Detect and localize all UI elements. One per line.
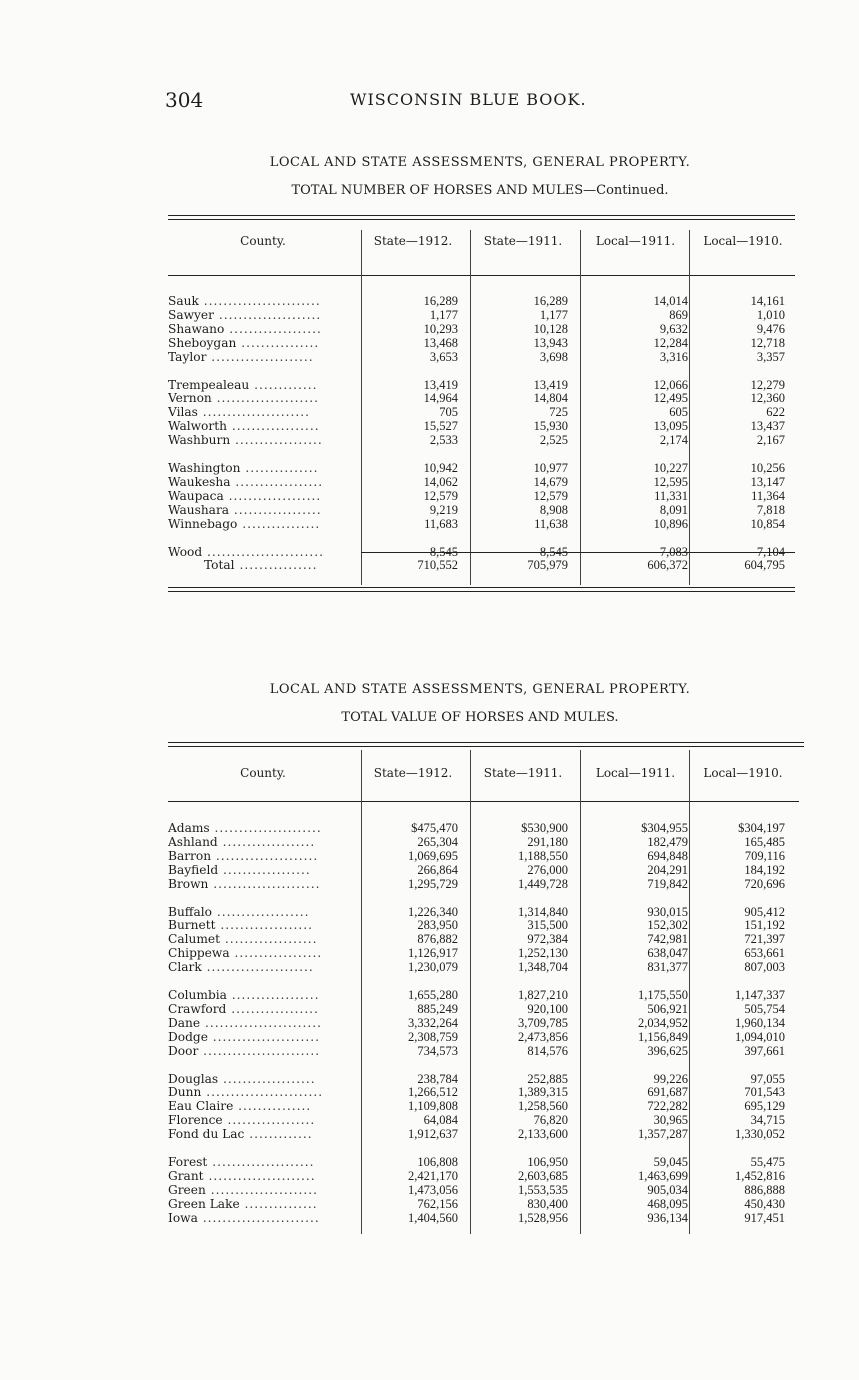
cell-state-1911: $530,900 (521, 821, 568, 835)
cell-local-1911: 12,284 (653, 335, 688, 350)
county-name: Waukesha .................. (168, 474, 324, 489)
table1-col-local-1911: Local—1911. (595, 234, 676, 248)
cell-local-1911: 7,083 (659, 544, 688, 559)
table1-col-county: County. (240, 234, 286, 248)
table2-col-local-1911: Local—1911. (595, 766, 676, 780)
county-name: Clark ...................... (168, 960, 314, 975)
cell-state-1912: 762,156 (417, 1196, 458, 1211)
cell-local-1911: 930,015 (647, 904, 688, 919)
cell-local-1910: 165,485 (744, 834, 785, 849)
table-row (168, 1197, 798, 1211)
cell-state-1912: 10,942 (423, 461, 458, 475)
table-row (168, 960, 798, 974)
cell-local-1910: 11,364 (751, 488, 785, 503)
county-name: Trempealeau ............. (168, 377, 318, 392)
cell-state-1911: 2,603,685 (518, 1168, 568, 1183)
cell-local-1911: 638,047 (647, 946, 688, 961)
county-name: Walworth .................. (168, 419, 320, 434)
cell-local-1911: 2,034,952 (638, 1015, 688, 1030)
table-row (168, 905, 798, 919)
county-name: Dunn ........................ (168, 1085, 324, 1100)
cell-local-1911: 831,377 (647, 960, 688, 975)
table-row (168, 1002, 798, 1016)
cell-state-1912: 2,533 (429, 433, 458, 448)
cell-local-1910: 505,754 (744, 1001, 785, 1016)
table-row (168, 475, 798, 489)
cell-state-1911: 14,679 (533, 474, 568, 489)
county-name: Green ...................... (168, 1182, 318, 1197)
cell-state-1912: 2,421,170 (408, 1168, 458, 1183)
table-row (168, 1211, 798, 1225)
table-row (168, 308, 798, 322)
cell-local-1910: 1,960,134 (735, 1015, 785, 1030)
county-name: Burnett ................... (168, 918, 313, 933)
cell-local-1910: 917,451 (744, 1210, 785, 1225)
cell-state-1911: 315,500 (527, 918, 568, 933)
county-name: Brown ...................... (168, 876, 321, 891)
table1-top-rule (168, 215, 795, 220)
cell-state-1911: 3,709,785 (518, 1015, 568, 1030)
table1-col-state-1912: State—1912. (373, 234, 453, 248)
county-name: Chippewa .................. (168, 946, 323, 961)
cell-state-1912: 1,473,056 (408, 1182, 458, 1197)
running-title: WISCONSIN BLUE BOOK. (350, 90, 587, 109)
cell-local-1911: 99,226 (653, 1071, 688, 1086)
cell-local-1911: 2,174 (659, 433, 688, 448)
cell-local-1910: 10,854 (750, 516, 785, 531)
cell-state-1912: 1,109,808 (408, 1099, 458, 1114)
cell-state-1912: 64,084 (423, 1113, 458, 1128)
cell-local-1910: 12,360 (750, 391, 785, 406)
cell-local-1911: 12,495 (653, 391, 688, 406)
cell-state-1912: 8,545 (429, 544, 458, 559)
cell-local-1911: $304,955 (641, 821, 688, 835)
cell-local-1910: $304,197 (738, 821, 785, 835)
cell-local-1910: 34,715 (750, 1113, 785, 1128)
table-row (168, 391, 798, 405)
cell-local-1910: 1,330,052 (735, 1127, 785, 1142)
cell-local-1911: 1,156,849 (638, 1029, 688, 1044)
table2-subtitle: TOTAL VALUE OF HORSES AND MULES. (341, 710, 619, 725)
cell-state-1911: 1,528,956 (518, 1210, 568, 1225)
cell-state-1912: 1,295,729 (408, 876, 458, 891)
cell-local-1911: 13,095 (653, 419, 688, 434)
table-row (168, 1169, 798, 1183)
county-name: Crawford .................. (168, 1001, 319, 1016)
cell-local-1911: 694,848 (647, 848, 688, 863)
cell-local-1910: 1,010 (756, 307, 785, 322)
cell-state-1911: 10,128 (533, 321, 568, 336)
table-row (168, 835, 798, 849)
table-row (168, 932, 798, 946)
cell-local-1911: 12,595 (653, 474, 688, 489)
table-row (168, 294, 798, 308)
cell-local-1910: 709,116 (744, 848, 785, 863)
cell-local-1910: 701,543 (744, 1085, 785, 1100)
table2 (168, 748, 804, 1238)
cell-local-1910: 397,661 (744, 1043, 785, 1058)
cell-state-1912: 1,126,917 (408, 946, 458, 961)
cell-local-1910: 151,192 (744, 918, 785, 933)
cell-state-1912: 1,177 (429, 307, 458, 322)
table1-title: LOCAL AND STATE ASSESSMENTS, GENERAL PROPERTY. (269, 155, 691, 170)
cell-state-1912: 16,289 (423, 294, 458, 308)
cell-local-1910: 97,055 (750, 1071, 785, 1086)
cell-state-1911: 106,950 (527, 1155, 568, 1169)
table-row (168, 461, 798, 475)
county-name: Calumet ................... (168, 932, 318, 947)
cell-local-1911: 869 (669, 307, 688, 322)
page-number: 304 (165, 88, 204, 112)
cell-state-1912: 238,784 (417, 1071, 458, 1086)
table-row (168, 946, 798, 960)
cell-state-1911: 1,314,840 (518, 904, 568, 919)
cell-state-1912: 1,069,695 (408, 848, 458, 863)
table2-col-county: County. (240, 766, 286, 780)
cell-local-1911: 10,227 (653, 461, 688, 475)
county-name: Dodge ...................... (168, 1029, 321, 1044)
cell-local-1911: 691,687 (647, 1085, 688, 1100)
cell-state-1912: 10,293 (423, 321, 458, 336)
cell-state-1911: 10,977 (533, 461, 568, 475)
county-name: Vernon ..................... (168, 391, 319, 406)
cell-state-1911: 2,473,856 (518, 1029, 568, 1044)
cell-state-1911: 830,400 (527, 1196, 568, 1211)
table-row (168, 419, 798, 433)
cell-state-1912: 266,864 (417, 862, 458, 877)
cell-state-1911: 1,348,704 (518, 960, 568, 975)
county-name: Forest ..................... (168, 1155, 315, 1169)
table-row (168, 1183, 798, 1197)
cell-state-1911: 725 (549, 405, 568, 420)
table-row (168, 517, 798, 531)
cell-local-1911: 905,034 (647, 1182, 688, 1197)
total-label: Total ................ (204, 558, 318, 572)
cell-state-1911: 252,885 (527, 1071, 568, 1086)
cell-state-1911: 14,804 (533, 391, 568, 406)
cell-local-1910: 450,430 (744, 1196, 785, 1211)
cell-state-1911: 3,698 (539, 349, 568, 364)
cell-state-1912: 885,249 (417, 1001, 458, 1016)
cell-state-1912: 3,332,264 (408, 1015, 458, 1030)
cell-state-1912: 2,308,759 (408, 1029, 458, 1044)
table-row (168, 849, 798, 863)
page-header (165, 88, 665, 114)
county-name: Sheboygan ................ (168, 335, 320, 350)
cell-state-1912: 734,573 (417, 1043, 458, 1058)
county-name: Sawyer ..................... (168, 307, 322, 322)
cell-local-1911: 59,045 (653, 1155, 688, 1169)
cell-local-1911: 1,175,550 (638, 988, 688, 1002)
county-name: Taylor ..................... (168, 349, 314, 364)
cell-state-1912: 1,655,280 (408, 988, 458, 1002)
table-row (168, 350, 798, 364)
cell-state-1911: 2,525 (539, 433, 568, 448)
county-name: Florence .................. (168, 1113, 316, 1128)
county-name: Fond du Lac ............. (168, 1127, 313, 1142)
table-row (168, 378, 798, 392)
table-row (168, 1113, 798, 1127)
cell-local-1910: 10,256 (750, 461, 785, 475)
cell-local-1910: 653,661 (744, 946, 785, 961)
cell-state-1912: 106,808 (417, 1155, 458, 1169)
county-name: Door ........................ (168, 1043, 321, 1058)
county-name: Columbia .................. (168, 988, 320, 1002)
cell-state-1911: 2,133,600 (518, 1127, 568, 1142)
cell-state-1911: 76,820 (533, 1113, 568, 1128)
county-name: Ashland ................... (168, 834, 316, 849)
table1-subtitle: TOTAL NUMBER OF HORSES AND MULES—Continued. (291, 183, 669, 198)
table-row (168, 1044, 798, 1058)
cell-local-1910: 184,192 (744, 862, 785, 877)
table-row (168, 405, 798, 419)
cell-local-1911: 11,331 (654, 488, 688, 503)
cell-state-1911: 1,389,315 (518, 1085, 568, 1100)
cell-state-1911: 1,177 (539, 307, 568, 322)
table-row (168, 1155, 798, 1169)
cell-state-1911: 1,827,210 (518, 988, 568, 1002)
table-row (168, 489, 798, 503)
cell-local-1910: 622 (766, 405, 785, 420)
cell-local-1910: 721,397 (744, 932, 785, 947)
county-name: Grant ...................... (168, 1168, 316, 1183)
cell-local-1911: 936,134 (647, 1210, 688, 1225)
cell-local-1911: 742,981 (647, 932, 688, 947)
table1-col-state-1911: State—1911. (483, 234, 563, 248)
cell-local-1910: 12,718 (750, 335, 785, 350)
cell-state-1912: 14,964 (423, 391, 458, 406)
county-name: Sauk ........................ (168, 294, 321, 308)
county-name: Winnebago ................ (168, 516, 321, 531)
table-row (168, 503, 798, 517)
cell-local-1910: 1,094,010 (735, 1029, 785, 1044)
cell-state-1912: 705 (439, 405, 458, 420)
cell-state-1911: 11,638 (534, 516, 568, 531)
cell-state-1912: 13,468 (423, 335, 458, 350)
cell-local-1911: 396,625 (647, 1043, 688, 1058)
cell-local-1910: 905,412 (744, 904, 785, 919)
table-row (168, 1099, 798, 1113)
cell-state-1911: 291,180 (527, 834, 568, 849)
cell-state-1911: 920,100 (527, 1001, 568, 1016)
county-name: Douglas ................... (168, 1071, 316, 1086)
cell-state-1912: 12,579 (423, 488, 458, 503)
table1-total-row (168, 558, 798, 572)
cell-state-1912: 1,230,079 (408, 960, 458, 975)
cell-local-1911: 1,357,287 (638, 1127, 688, 1142)
table1-bottom-rule (168, 587, 795, 592)
cell-local-1911: 468,095 (647, 1196, 688, 1211)
table1-header-rule (168, 275, 795, 276)
cell-local-1911: 719,842 (647, 876, 688, 891)
cell-local-1910: 12,279 (750, 377, 785, 392)
cell-state-1911: 276,000 (527, 862, 568, 877)
county-name: Iowa ........................ (168, 1210, 320, 1225)
county-name: Barron ..................... (168, 848, 319, 863)
county-name: Eau Claire ............... (168, 1099, 312, 1114)
cell-state-1912: 1,266,512 (408, 1085, 458, 1100)
cell-local-1911: 14,014 (653, 294, 688, 308)
table1-total-rule (361, 552, 795, 553)
cell-state-1912: 15,527 (423, 419, 458, 434)
total-local-1911: 606,372 (647, 558, 688, 572)
cell-state-1912: 11,683 (424, 516, 458, 531)
cell-local-1910: 14,161 (750, 294, 785, 308)
cell-local-1910: 3,357 (756, 349, 785, 364)
cell-state-1912: 283,950 (417, 918, 458, 933)
table-row (168, 877, 798, 891)
cell-state-1911: 1,258,560 (518, 1099, 568, 1114)
cell-state-1911: 16,289 (533, 294, 568, 308)
cell-state-1912: $475,470 (411, 821, 458, 835)
cell-state-1912: 14,062 (423, 474, 458, 489)
cell-local-1911: 12,066 (653, 377, 688, 392)
cell-local-1910: 7,104 (756, 544, 785, 559)
table-row (168, 336, 798, 350)
cell-state-1911: 1,553,535 (518, 1182, 568, 1197)
total-state-1912: 710,552 (417, 558, 458, 572)
table-row (168, 1085, 798, 1099)
cell-state-1912: 1,912,637 (408, 1127, 458, 1142)
cell-local-1911: 10,896 (653, 516, 688, 531)
table-row (168, 918, 798, 932)
table1-col-local-1910: Local—1910. (703, 234, 783, 248)
cell-state-1911: 1,252,130 (518, 946, 568, 961)
table-row (168, 322, 798, 336)
cell-local-1910: 886,888 (744, 1182, 785, 1197)
cell-state-1912: 9,219 (429, 502, 458, 517)
table-row (168, 1072, 798, 1086)
cell-state-1912: 876,882 (417, 932, 458, 947)
table2-col-state-1912: State—1912. (373, 766, 453, 780)
table-row (168, 821, 798, 835)
table-row (168, 863, 798, 877)
county-name: Vilas ...................... (168, 405, 311, 420)
cell-local-1911: 182,479 (647, 834, 688, 849)
table1 (168, 222, 795, 594)
cell-state-1911: 1,188,550 (518, 848, 568, 863)
cell-state-1911: 12,579 (533, 488, 568, 503)
cell-local-1910: 807,003 (744, 960, 785, 975)
table2-col-local-1910: Local—1910. (703, 766, 783, 780)
table2-col-state-1911: State—1911. (483, 766, 563, 780)
table-row (168, 988, 798, 1002)
cell-state-1912: 1,226,340 (408, 904, 458, 919)
cell-local-1910: 13,437 (750, 419, 785, 434)
cell-state-1911: 972,384 (527, 932, 568, 947)
cell-local-1911: 605 (669, 405, 688, 420)
cell-local-1910: 695,129 (744, 1099, 785, 1114)
cell-local-1910: 55,475 (750, 1155, 785, 1169)
table-row (168, 1016, 798, 1030)
cell-state-1911: 8,545 (539, 544, 568, 559)
county-name: Wood ........................ (168, 544, 325, 559)
county-name: Waupaca ................... (168, 488, 322, 503)
county-name: Shawano ................... (168, 321, 322, 336)
cell-local-1910: 7,818 (756, 502, 785, 517)
cell-state-1911: 13,943 (533, 335, 568, 350)
table-row (168, 433, 798, 447)
county-name: Dane ........................ (168, 1015, 322, 1030)
cell-state-1911: 13,419 (533, 377, 568, 392)
county-name: Washburn .................. (168, 433, 323, 448)
county-name: Buffalo ................... (168, 904, 310, 919)
cell-local-1911: 152,302 (647, 918, 688, 933)
cell-local-1911: 204,291 (647, 862, 688, 877)
cell-local-1910: 9,476 (756, 321, 785, 336)
cell-local-1910: 13,147 (750, 474, 785, 489)
total-state-1911: 705,979 (527, 558, 568, 572)
cell-state-1912: 1,404,560 (408, 1210, 458, 1225)
cell-local-1911: 9,632 (659, 321, 688, 336)
table-row (168, 1127, 798, 1141)
cell-local-1911: 1,463,699 (638, 1168, 688, 1183)
total-local-1910: 604,795 (744, 558, 785, 572)
county-name: Adams ...................... (168, 821, 322, 835)
cell-state-1911: 814,576 (527, 1043, 568, 1058)
table2-title: LOCAL AND STATE ASSESSMENTS, GENERAL PROPERTY. (269, 682, 691, 697)
cell-state-1911: 8,908 (539, 502, 568, 517)
cell-state-1911: 1,449,728 (518, 876, 568, 891)
table-row (168, 1030, 798, 1044)
cell-local-1911: 722,282 (647, 1099, 688, 1114)
cell-local-1910: 1,147,337 (735, 988, 785, 1002)
cell-local-1910: 720,696 (744, 876, 785, 891)
cell-state-1912: 13,419 (423, 377, 458, 392)
cell-local-1910: 1,452,816 (735, 1168, 785, 1183)
cell-local-1911: 8,091 (659, 502, 688, 517)
cell-local-1911: 3,316 (659, 349, 688, 364)
county-name: Waushara .................. (168, 502, 322, 517)
table2-top-rule (168, 742, 804, 747)
county-name: Green Lake ............... (168, 1196, 318, 1211)
table2-header-rule (168, 801, 799, 802)
cell-state-1912: 265,304 (417, 834, 458, 849)
cell-local-1911: 506,921 (647, 1001, 688, 1016)
county-name: Washington ............... (168, 461, 319, 475)
cell-local-1910: 2,167 (756, 433, 785, 448)
cell-state-1912: 3,653 (429, 349, 458, 364)
cell-local-1911: 30,965 (653, 1113, 688, 1128)
cell-state-1911: 15,930 (533, 419, 568, 434)
county-name: Bayfield .................. (168, 862, 311, 877)
